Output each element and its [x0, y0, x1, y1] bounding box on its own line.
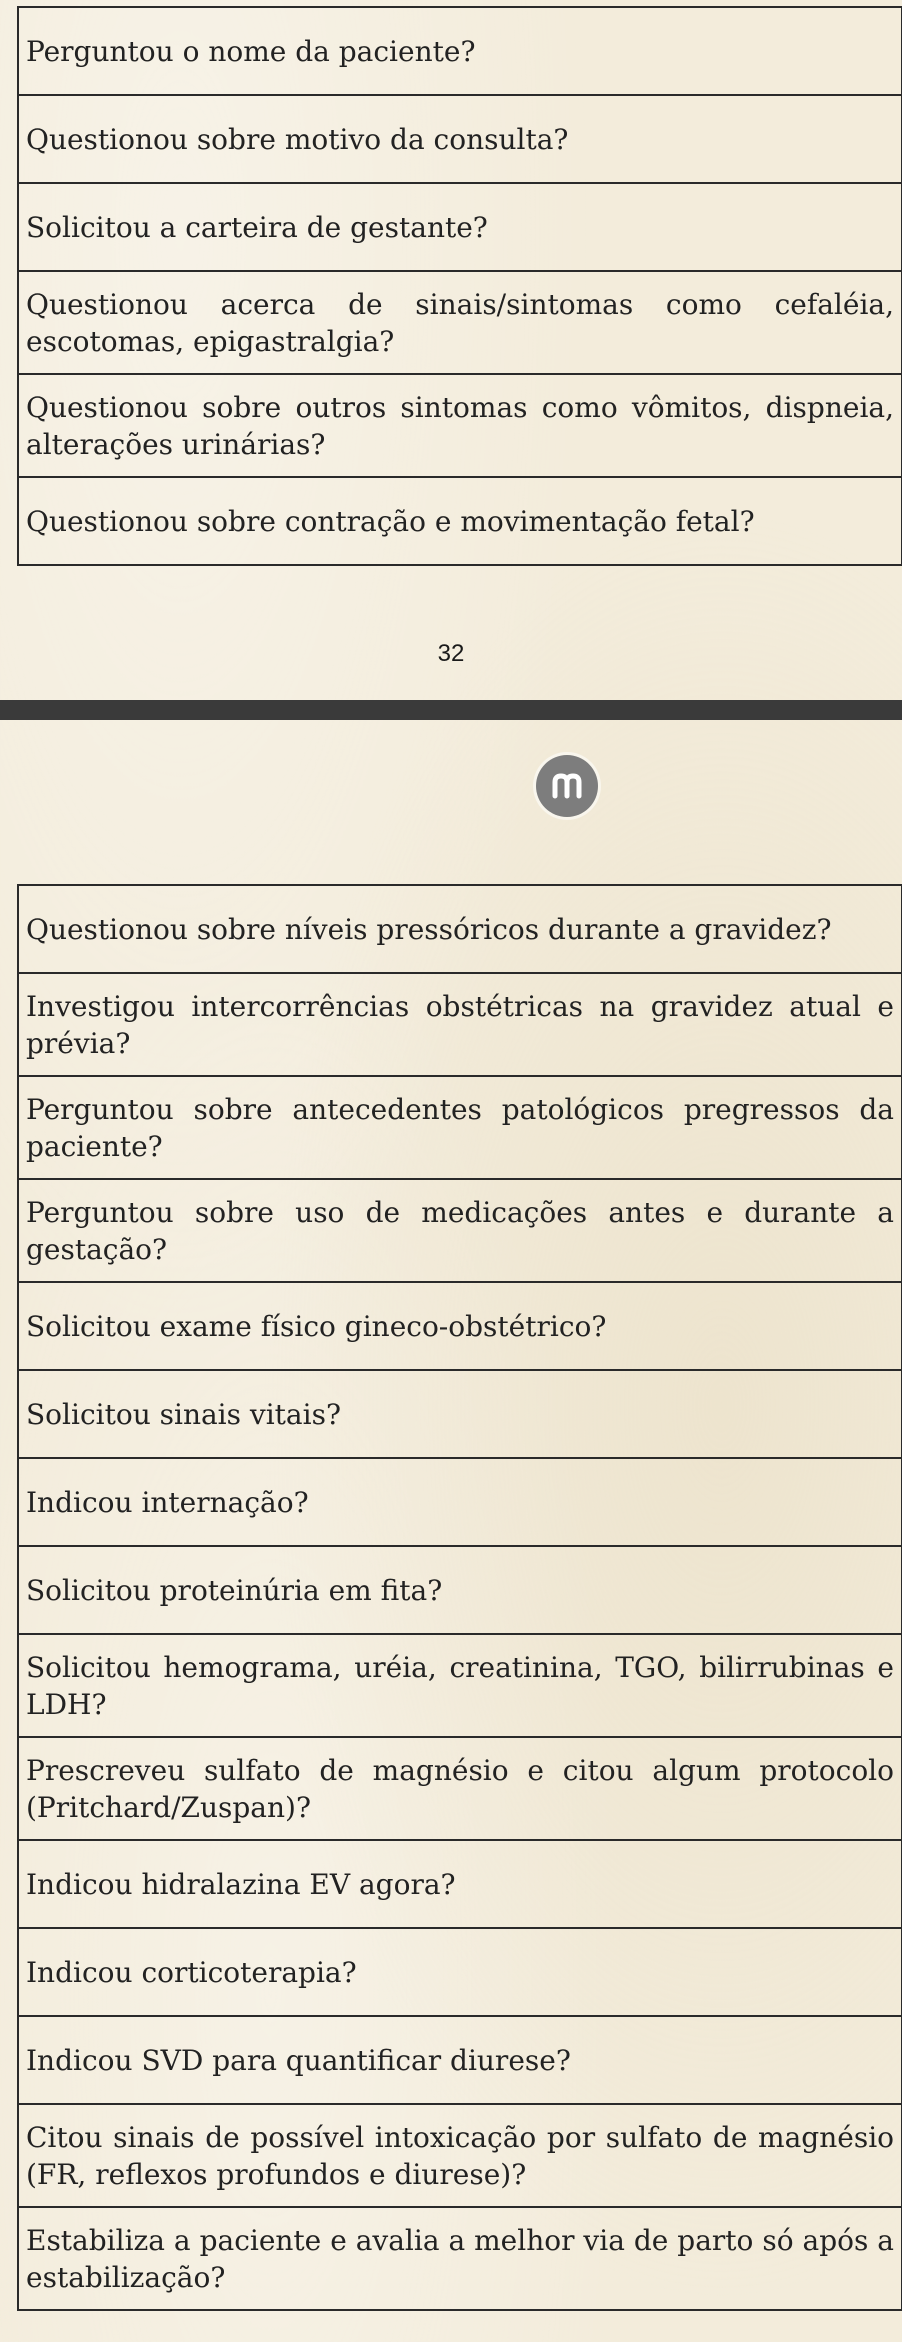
- checklist-question: Solicitou sinais vitais?: [18, 1370, 902, 1458]
- checklist-row: [18, 1076, 902, 1179]
- checklist-question: Solicitou proteinúria em fita?: [18, 1546, 902, 1634]
- checklist-question: Questionou sobre motivo da consulta?: [18, 95, 902, 183]
- checklist-question: Solicitou hemograma, uréia, creatinina, TGO, bilirrubinas e LDH?: [18, 1634, 902, 1737]
- checklist-row: [18, 271, 902, 374]
- checklist-row: [18, 374, 902, 477]
- checklist-question: Perguntou o nome da paciente?: [18, 7, 902, 95]
- checklist-question: Questionou sobre outros sintomas como vômitos, dispneia, alterações urinárias?: [18, 374, 902, 477]
- checklist-question: Perguntou sobre antecedentes patológicos pregressos da paciente?: [18, 1076, 902, 1179]
- checklist-row: [18, 973, 902, 1076]
- checklist-row: [18, 183, 902, 271]
- checklist-table-bottom: [17, 884, 902, 2311]
- checklist-question: Indicou hidralazina EV agora?: [18, 1840, 902, 1928]
- checklist-row: [18, 1370, 902, 1458]
- checklist-question: Indicou corticoterapia?: [18, 1928, 902, 2016]
- checklist-row: [18, 1179, 902, 1282]
- checklist-row: [18, 2016, 902, 2104]
- checklist-row: [18, 95, 902, 183]
- checklist-row: [18, 1840, 902, 1928]
- checklist-question: Indicou SVD para quantificar diurese?: [18, 2016, 902, 2104]
- checklist-row: [18, 885, 902, 973]
- checklist-question: Solicitou exame físico gineco-obstétrico?: [18, 1282, 902, 1370]
- checklist-question: Prescreveu sulfato de magnésio e citou algum protocolo (Pritchard/Zuspan)?: [18, 1737, 902, 1840]
- page-divider: [0, 700, 902, 720]
- page-number: 32: [437, 640, 465, 667]
- checklist-row: [18, 7, 902, 95]
- checklist-row: [18, 477, 902, 565]
- checklist-question: Investigou intercorrências obstétricas na gravidez atual e prévia?: [18, 973, 902, 1076]
- checklist-question: Questionou acerca de sinais/sintomas como cefaléia, escotomas, epigastralgia?: [18, 271, 902, 374]
- checklist-row: [18, 1458, 902, 1546]
- checklist-table-top: [17, 6, 902, 566]
- checklist-row: [18, 1928, 902, 2016]
- checklist-question: Questionou sobre níveis pressóricos durante a gravidez?: [18, 885, 902, 973]
- page-bottom: [0, 720, 902, 2342]
- checklist-question: Indicou internação?: [18, 1458, 902, 1546]
- checklist-question: Estabiliza a paciente e avalia a melhor via de parto só após a estabilização?: [18, 2207, 902, 2310]
- checklist-question: Questionou sobre contração e movimentação fetal?: [18, 477, 902, 565]
- checklist-row: [18, 2207, 902, 2310]
- page-top: [0, 0, 902, 700]
- checklist-row: [18, 2104, 902, 2207]
- checklist-question: Solicitou a carteira de gestante?: [18, 183, 902, 271]
- checklist-row: [18, 1634, 902, 1737]
- checklist-question: Citou sinais de possível intoxicação por sulfato de magnésio (FR, reflexos profundos e diurese)?: [18, 2104, 902, 2207]
- checklist-row: [18, 1546, 902, 1634]
- checklist-row: [18, 1737, 902, 1840]
- checklist-row: [18, 1282, 902, 1370]
- checklist-question: Perguntou sobre uso de medicações antes e durante a gestação?: [18, 1179, 902, 1282]
